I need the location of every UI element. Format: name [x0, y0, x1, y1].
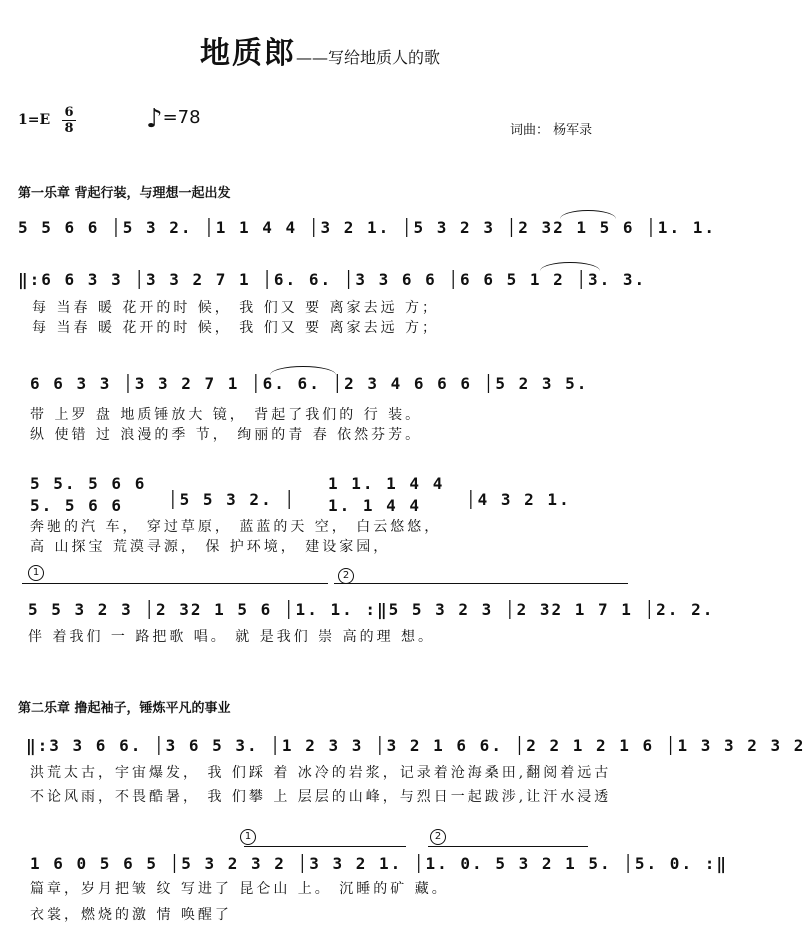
key-signature: 1=E [18, 112, 51, 128]
part2-volta2-label: 2 [430, 829, 446, 845]
part1-row4-lyric1: 奔驰的汽 车， 穿过草原， 蓝蓝的天 空， 白云悠悠， [30, 519, 442, 535]
part1-row3-lyric2: 纵 使错 过 浪漫的季 节， 绚丽的青 春 依然芬芳。 [30, 427, 423, 443]
part1-row3-notes: 6 6 3 3 │3 3 2 7 1 │6. 6. │2 3 4 6 6 6 │5 2 3 5. [30, 374, 589, 393]
part1-row1-notes: 5 5 6 6 │5 3 2. │1 1 4 4 │3 2 1. │5 3 2 3 │2 32 1 5 6 │1. 1. [18, 218, 716, 237]
part1-row3-lyric1: 带 上罗 盘 地质锤放大 镜， 背起了我们的 行 装。 [30, 407, 423, 423]
part1-row4-notes-d-a: 1 1. 1 4 4 [328, 474, 445, 493]
meter-bottom: 8 [64, 121, 74, 136]
song-title-line [0, 28, 640, 72]
part1-row5-notes: 5 5 3 2 3 │2 32 1 5 6 │1. 1. :‖5 5 3 2 3 │2 32 1 7 1 │2. 2. [28, 600, 715, 619]
part1-row2-lyric1: 每 当春 暖 花开的时 候， 我 们又 要 离家去远 方； [32, 300, 440, 316]
part1-row4-notes-e: │4 3 2 1. [466, 490, 571, 509]
part1-row4-notes-c: │5 5 3 2. │ [168, 490, 296, 509]
volta-bracket-2b [428, 846, 588, 847]
song-subtitle: ——写给地质人的歌 [295, 48, 440, 67]
part2-row2-notes: 1 6 0 5 6 5 │5 3 2 3 2 │3 3 2 1. │1. 0. 5 3 2 1 5. │5. 0. :‖ [30, 854, 728, 873]
volta2-label: 2 [338, 568, 354, 584]
volta-bracket-1b [244, 846, 406, 847]
part1-row4-notes-a: 5 5. 5 6 6 [30, 474, 147, 493]
part1-row4-lyric2: 高 山探宝 荒漠寻源， 保 护环境， 建设家园， [30, 539, 391, 555]
tie [270, 366, 336, 375]
part1-row2-lyric2: 每 当春 暖 花开的时 候， 我 们又 要 离家去远 方； [32, 320, 440, 336]
part1-heading: 第一乐章 背起行装，与理想一起出发 [18, 186, 231, 201]
tempo-value: =78 [162, 107, 201, 128]
volta-bracket-1 [22, 583, 328, 584]
part2-heading: 第二乐章 撸起袖子，锤炼平凡的事业 [18, 701, 231, 716]
tie [540, 262, 600, 271]
part2-row2-lyric1: 篇章，岁月把皱 纹 写进了 昆仑山 上。 沉睡的矿 藏。 [30, 881, 449, 897]
song-title: 地质郎 [199, 36, 296, 71]
part2-row1-lyric1: 洪荒太古，宇宙爆发， 我 们踩 着 冰冷的岩浆，记录着沧海桑田,翻阅着远古 [30, 765, 612, 781]
eighth-note-icon: ♪ [146, 104, 163, 134]
part2-volta1-label: 1 [240, 829, 256, 845]
part1-row4-notes-b: 5. 5 6 6 [30, 496, 124, 515]
part2-row2-lyric2: 衣裳，燃烧的激 情 唤醒了 [30, 907, 232, 923]
meter-top: 6 [64, 105, 74, 120]
part1-row2-notes: ‖:6 6 3 3 │3 3 2 7 1 │6. 6. │3 3 6 6 │6 6 5 1 2 │3. 3. [18, 270, 647, 289]
tempo-marking [146, 104, 201, 134]
part2-row1-lyric2: 不论风雨，不畏酷暑， 我 们攀 上 层层的山峰，与烈日一起跋涉,让汗水浸透 [30, 789, 612, 805]
volta-bracket-2 [334, 583, 628, 584]
part1-row4-notes-d-b: 1. 1 4 4 [328, 496, 422, 515]
credit: 词曲： 杨军录 [510, 123, 593, 138]
part1-row5-lyric1: 伴 着我们 一 路把歌 唱。 就 是我们 崇 高的理 想。 [28, 629, 436, 645]
time-signature [62, 106, 76, 135]
volta1-label: 1 [28, 565, 44, 581]
part2-row1-notes: ‖:3 3 6 6. │3 6 5 3. │1 2 3 3 │3 2 1 6 6. │2 2 1 2 1 6 │1 3 3 2 3 2 [26, 736, 805, 755]
tie [560, 210, 616, 219]
